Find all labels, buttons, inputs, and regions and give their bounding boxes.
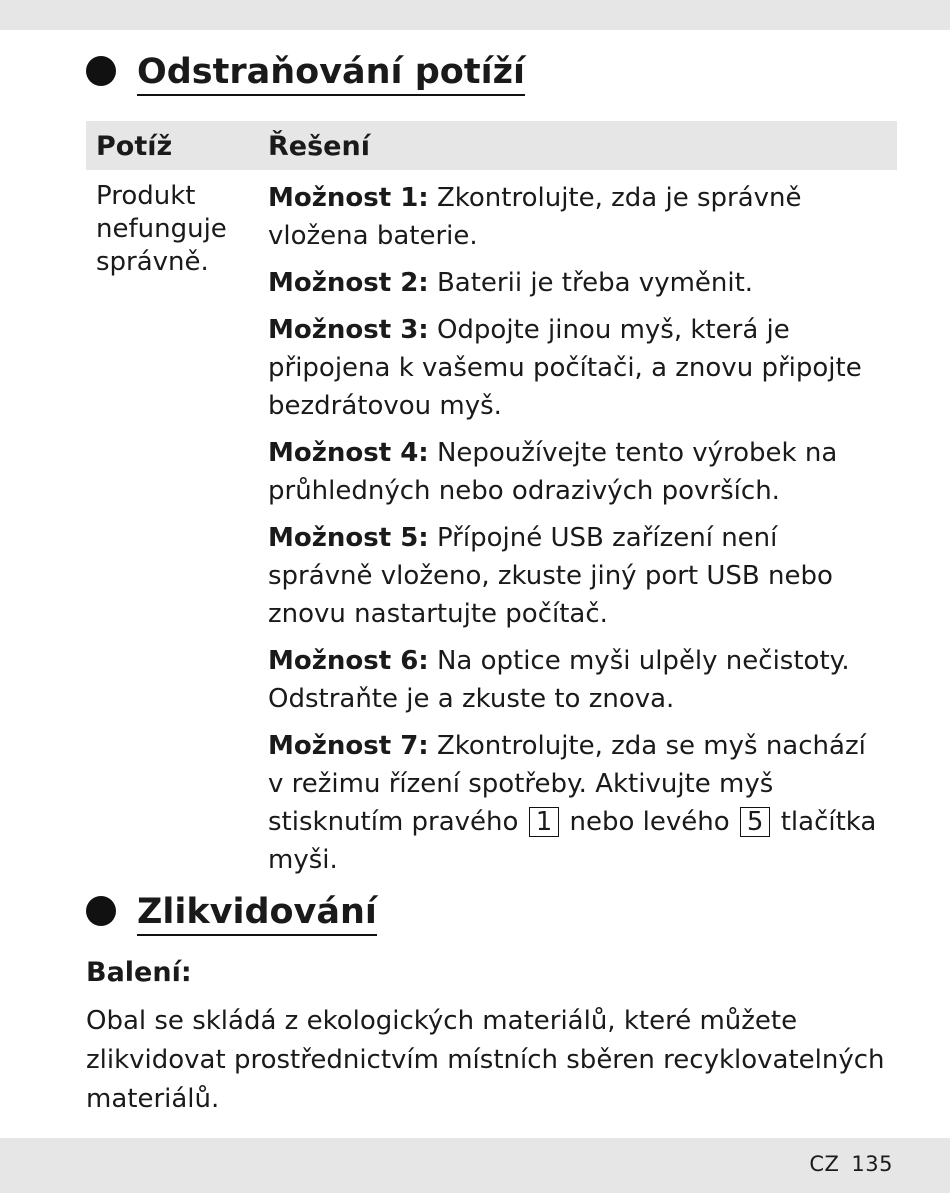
section-title: Odstraňování potíží bbox=[137, 52, 525, 96]
solution-text: Přípojné USB zařízení není správně vloženo, zkuste jiný port USB nebo znovu nastartujte počítač. bbox=[268, 523, 833, 629]
solution-item bbox=[268, 264, 883, 302]
solution-item bbox=[268, 727, 883, 879]
bullet-icon bbox=[86, 56, 116, 86]
troubleshooting-table bbox=[86, 121, 897, 170]
solution-text: Na optice myši ulpěly nečistoty. Odstraňte je a zkuste to znova. bbox=[268, 646, 850, 714]
solution-text: nebo levého bbox=[561, 807, 738, 837]
problem-cell: Produkt nefunguje správně. bbox=[96, 181, 227, 277]
header-solution: Řešení bbox=[268, 131, 370, 162]
solution-label: Možnost 2: bbox=[268, 268, 429, 298]
left-button-ref: 5 bbox=[740, 807, 771, 837]
top-band bbox=[0, 0, 950, 30]
right-button-ref: 1 bbox=[529, 807, 560, 837]
section-title: Zlikvidování bbox=[137, 892, 377, 936]
packaging-subheading: Balení: bbox=[86, 957, 192, 988]
solution-text: tlačítka myši. bbox=[268, 807, 877, 875]
page-footer bbox=[797, 1152, 893, 1176]
solution-label: Možnost 4: bbox=[268, 438, 429, 468]
solution-label: Možnost 1: bbox=[268, 183, 429, 213]
solutions-cell bbox=[268, 179, 883, 888]
solution-item bbox=[268, 519, 883, 633]
solution-label: Možnost 6: bbox=[268, 646, 429, 676]
solution-item bbox=[268, 179, 883, 255]
section-disposal-heading bbox=[86, 892, 377, 936]
packaging-paragraph: Obal se skládá z ekologických materiálů, které můžete zlikvidovat prostřednictvím místních sběren recyklovatelných materiálů. bbox=[86, 1006, 885, 1114]
solution-label: Možnost 5: bbox=[268, 523, 429, 553]
solution-item bbox=[268, 311, 883, 425]
section-troubleshooting-heading bbox=[86, 52, 525, 96]
bullet-icon bbox=[86, 896, 116, 926]
table-header bbox=[86, 121, 897, 170]
solution-text: Odpojte jinou myš, která je připojena k vašemu počítači, a znovu připojte bezdrátovou myš. bbox=[268, 315, 862, 421]
page-number: 135 bbox=[851, 1152, 893, 1176]
solution-text: Nepoužívejte tento výrobek na průhledných nebo odrazivých površích. bbox=[268, 438, 838, 506]
solution-item bbox=[268, 434, 883, 510]
solution-item bbox=[268, 642, 883, 718]
solution-label: Možnost 7: bbox=[268, 731, 429, 761]
solution-text: Zkontrolujte, zda je správně vložena baterie. bbox=[268, 183, 802, 251]
header-problem: Potíž bbox=[96, 131, 173, 162]
footer-lang: CZ bbox=[809, 1152, 840, 1176]
solution-label: Možnost 3: bbox=[268, 315, 429, 345]
solution-text: Baterii je třeba vyměnit. bbox=[428, 268, 754, 298]
solution-text: Zkontrolujte, zda se myš nachází v režimu řízení spotřeby. Aktivujte myš stisknutím pravého bbox=[268, 731, 866, 837]
